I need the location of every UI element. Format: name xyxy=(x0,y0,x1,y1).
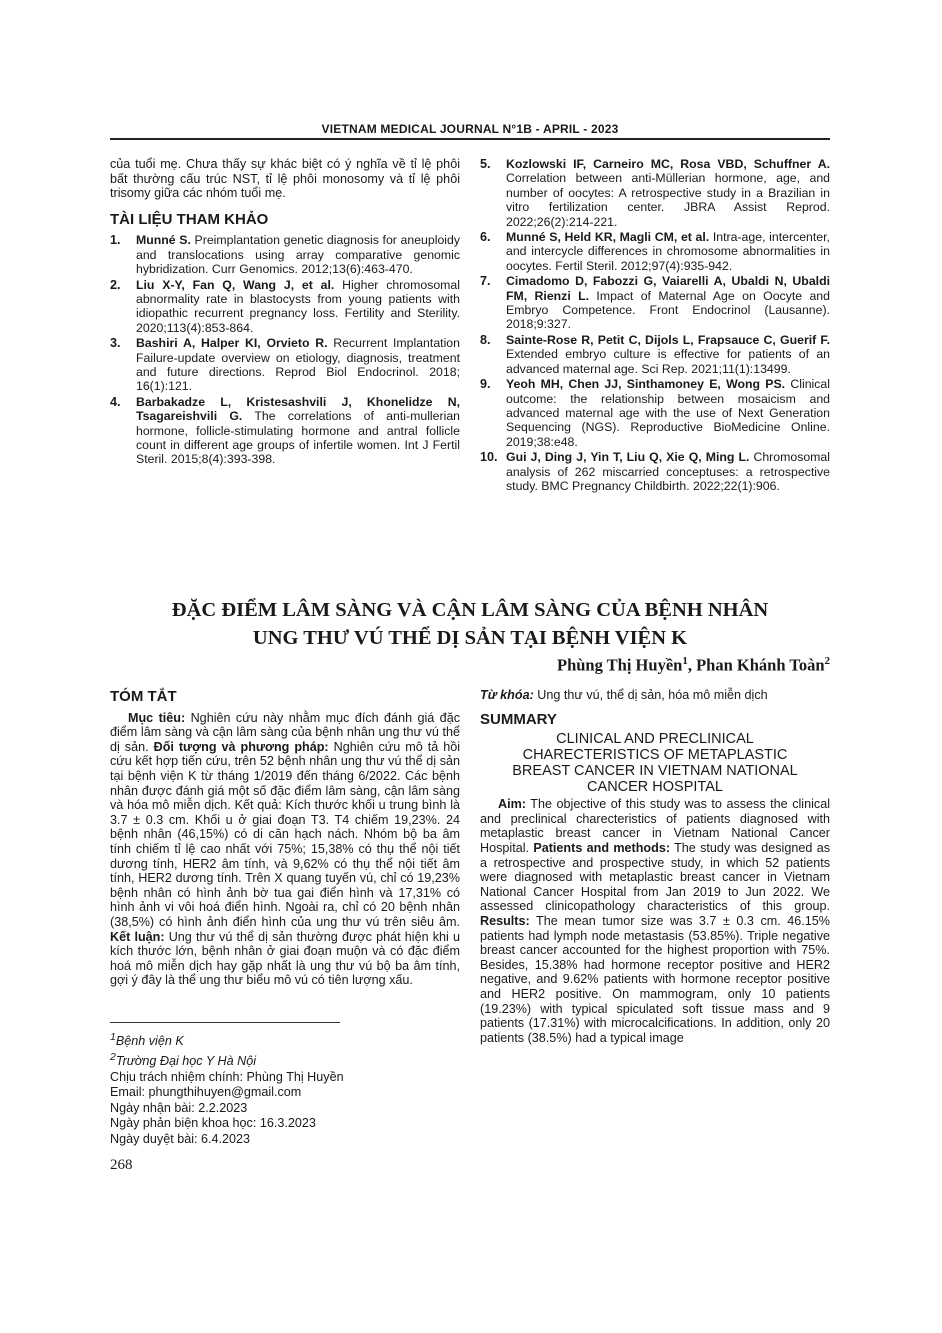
methods-label: Đối tượng và phương pháp: xyxy=(153,739,329,754)
references-list-left xyxy=(110,233,460,467)
english-title-line-4: CANCER HOSPITAL xyxy=(587,779,723,796)
reference-authors: Barbakadze L, Kristesashvili J, Khonelidze N, Tsagareishvili G. xyxy=(136,394,460,424)
reference-item xyxy=(110,233,460,276)
reference-number: 2. xyxy=(110,277,121,292)
english-title-line-3: BREAST CANCER IN VIETNAM NATIONAL xyxy=(512,763,798,780)
accepted-date: Ngày duyệt bài: 6.4.2023 xyxy=(110,1131,251,1146)
reference-text: Impact of Maternal Age on Oocyte and Embryo Competence. Front Endocrinol (Lausanne). 2018;9:327. xyxy=(506,288,830,332)
reference-body xyxy=(506,377,830,449)
reference-item xyxy=(110,395,460,467)
previous-article-conclusion: của tuổi mẹ. Chưa thấy sự khác biệt có ý nghĩa về tỉ lệ phôi bất thường cấu trúc NST, tỉ lệ phôi monosomy và tỉ lệ phôi trisomy giữa các nhóm tuổi mẹ. xyxy=(110,157,460,201)
reference-body xyxy=(136,336,460,394)
references-list-right xyxy=(480,157,830,493)
reference-body xyxy=(136,395,460,467)
reference-authors: Munné S. xyxy=(136,233,191,248)
en-methods-label: Patients and methods: xyxy=(533,840,671,855)
corresponding-author: Chịu trách nhiệm chính: Phùng Thị Huyền xyxy=(110,1069,344,1084)
aim-label: Mục tiêu: xyxy=(128,710,186,725)
author-2-affiliation: 2 xyxy=(824,655,830,667)
reference-text: Preimplantation genetic diagnosis for aneuploidy and translocations using array comparative genomic hybridization. Curr Genomics. 2012;13(6):463-470. xyxy=(136,233,461,277)
top-left-column xyxy=(110,157,460,468)
reference-item xyxy=(480,157,830,229)
english-title-line-1: CLINICAL AND PRECLINICAL xyxy=(556,731,754,748)
english-title xyxy=(480,731,830,795)
methods-text: Nghiên cứu mô tả hồi cứu kết hợp tiến cứu, trên 52 bệnh nhân ung thư vú thể dị sản tại bệnh viện K từ tháng 1/2019 đến tháng 6/2022. Các bệnh nhân được đánh giá một số đặc điểm lâm sàng, cận lâm sàng và hóa mô miễn dịch. Kết quả: Kích thước khối u trung bình là 3.7 ± 0.3 cm. Khối u ở giai đoạn T3. T4 chiếm 19,23%. 24 bệnh nhân (46,15%) có di căn hạch nách. Nhóm bộ ba âm tính chiếm tỉ lệ cao nhất với 75%; 15,38% có thụ thể nội tiết dương tính, HER2 âm tính, và 9,62% có thụ thể nội tiết âm tính, HER2 dương tính. Trên X quang tuyến vú, chỉ có 19,23% bệnh nhân có hình ảnh bờ tua gai điển hình và 17,31% có hình ảnh vi vôi hoá điển hình. Ngoài ra, chỉ có 20 bệnh nhân (38,5%) có hình ảnh điển hình của ung thư vú trên siêu âm. xyxy=(110,739,461,929)
received-date: Ngày nhận bài: 2.2.2023 xyxy=(110,1100,248,1115)
author-1-affiliation: 1 xyxy=(682,655,688,667)
reference-body xyxy=(506,333,830,376)
conclusion-text: Ung thư vú thể dị sản thường được phát hiện khi u kích thước lớn, bệnh nhân ở giai đoạn muộn và có đặc điểm hoá mô miễn dịch hay gặp nhất là ung thư vú bộ ba âm tính, gợi ý đây là thể ung thư biểu mô vú có tiên lượng xấu. xyxy=(110,929,461,988)
conclusion-label: Kết luận: xyxy=(110,929,165,944)
article-title-line-2: UNG THƯ VÚ THỂ DỊ SẢN TẠI BỆNH VIỆN K xyxy=(252,627,688,649)
reference-authors: Gui J, Ding J, Yin T, Liu Q, Xie Q, Ming L. xyxy=(506,450,750,465)
keywords-text: Ung thư vú, thể dị sản, hóa mô miễn dịch xyxy=(533,688,768,702)
reference-item xyxy=(480,230,830,273)
reference-body xyxy=(136,233,460,276)
reference-number: 1. xyxy=(110,233,121,248)
reference-body xyxy=(506,157,830,229)
reference-text: Chromosomal analysis of 262 miscarried conceptuses: a retrospective study. BMC Pregnancy Childbirth. 2022;22(1):906. xyxy=(506,450,830,493)
reference-text: Intra-age, intercenter, and intercycle differences in chromosome abnormalities in oocytes. Fertil Steril. 2012;97(4):935-942. xyxy=(506,230,830,273)
reference-text: Clinical outcome: the relationship between mosaicism and advanced maternal age with the use of Next Generation Sequencing (NGS). Reproductive BioMedicine Online. 2019;38:e48. xyxy=(506,377,830,449)
keywords-label: Từ khóa: xyxy=(480,688,534,702)
reference-authors: Cimadomo D, Fabozzi G, Vaiarelli A, Ubaldi N, Ubaldi FM, Rienzi L. xyxy=(506,274,830,303)
reference-item xyxy=(110,336,460,394)
reference-number: 3. xyxy=(110,336,121,351)
aim-text: Nghiên cứu này nhằm mục đích đánh giá đặc điểm lâm sàng và cận lâm sàng của bệnh nhân ung thư vú thể dị sản. xyxy=(110,710,460,754)
reference-text: The correlations of anti-mullerian hormone, follicle-stimulating hormone and antral follicle count in different age groups of infertile women. Int J Fertil Steril. 2015;8(4):393-398. xyxy=(136,409,460,467)
reference-number: 5. xyxy=(480,157,491,171)
reference-authors: Munné S, Held KR, Magli CM, et al. xyxy=(506,230,710,245)
review-date: Ngày phản biện khoa học: 16.3.2023 xyxy=(110,1116,316,1131)
affiliation-2: $^2$Trường Đại học Y Hà Nội xyxy=(110,1050,257,1068)
en-results-label: Results: xyxy=(480,913,530,928)
author-separator: , xyxy=(687,655,697,675)
article-title xyxy=(110,596,830,652)
page-number: 268 xyxy=(110,1157,133,1173)
reference-text: Higher chromosomal abnormality rate in blastocysts from young patients with idiopathic recurrent pregnancy loss. Fertility and Sterility. 2020;113(4):853-864. xyxy=(136,277,460,335)
reference-number: 6. xyxy=(480,230,491,245)
reference-item xyxy=(480,377,830,449)
reference-text: Extended embryo culture is effective for patients of an advanced maternal age. Sci Rep. 2021;11(1):13499. xyxy=(506,347,830,376)
reference-number: 9. xyxy=(480,377,491,392)
reference-number: 4. xyxy=(110,394,121,409)
reference-body xyxy=(506,274,830,332)
author-1: Phùng Thị Huyền xyxy=(556,655,683,675)
summary-title: SUMMARY xyxy=(480,710,557,728)
reference-authors: Sainte-Rose R, Petit C, Dijols L, Frapsauce C, Guerif F. xyxy=(506,332,830,347)
article-title-line-1: ĐẶC ĐIỂM LÂM SÀNG VÀ CẬN LÂM SÀNG CỦA BỆNH NHÂN xyxy=(171,599,769,621)
english-summary-column xyxy=(480,688,830,1045)
footnotes xyxy=(110,1030,470,1148)
reference-body xyxy=(506,230,830,273)
en-results-text: The mean tumor size was 3.7 ± 0.3 cm. 46.15% patients had lymph node metastasis (53.85%). Triple negative breast cancer accounted for the highest proportion with 75%. Besides, 15.38% had hormone receptor positive and HER2 negative, and 9.62% patients with hormone receptor positive and HER2 positive. On mammogram, only 10 patients (19.23%) with typical spiculated soft tissue mass and 9 patients (17.31%) with microcalcifications. In addition, only 20 patients (38.5%) had a typical image xyxy=(480,913,830,1045)
top-right-column xyxy=(480,157,830,494)
reference-authors: Liu X-Y, Fan Q, Wang J, et al. xyxy=(136,277,335,292)
en-methods-text: The study was designed as a retrospective and prospective study, in which 52 patients were diagnosed with metaplastic breast cancer in Vietnam National Cancer Hospital from Jan 2019 to Jun 2022. We assessed clinicopathology characteristics of this group. xyxy=(480,840,830,914)
references-title: TÀI LIỆU THAM KHẢO xyxy=(110,210,269,228)
reference-text: Recurrent Implantation Failure-update overview on etiology, diagnosis, treatment and future directions. Reprod Biol Endocrinol. 2018; 16(1):121. xyxy=(136,336,460,394)
article-authors xyxy=(557,655,830,676)
reference-item xyxy=(480,333,830,376)
reference-authors: Kozlowski IF, Carneiro MC, Rosa VBD, Schuffner A. xyxy=(506,157,830,171)
en-aim-text: The objective of this study was to assess the clinical and preclinical charecteristics of patients diagnosed with metaplastic breast cancer in Vietnam National Cancer Hospital. xyxy=(480,797,830,855)
reference-body xyxy=(506,450,830,493)
journal-header: VIETNAM MEDICAL JOURNAL N°1B - APRIL - 2023 xyxy=(321,122,619,136)
reference-authors: Bashiri A, Halper KI, Orvieto R. xyxy=(136,336,328,351)
english-title-line-2: CHARECTERISTICS OF METAPLASTIC xyxy=(522,747,788,764)
vietnamese-abstract xyxy=(110,690,460,988)
affiliation-1: $^1$Bệnh viện K xyxy=(110,1031,184,1049)
en-aim-label: Aim: xyxy=(498,797,526,812)
reference-authors: Yeoh MH, Chen JJ, Sinthamoney E, Wong PS. xyxy=(506,377,786,392)
reference-body xyxy=(136,278,460,336)
author-2: Phan Khánh Toàn xyxy=(696,655,825,675)
reference-item xyxy=(480,274,830,332)
abstract-title: TÓM TẮT xyxy=(110,688,177,705)
header-rule xyxy=(110,138,830,140)
email: Email: phungthihuyen@gmail.com xyxy=(110,1085,302,1100)
english-abstract-body xyxy=(480,797,830,1045)
abstract-body xyxy=(110,711,460,988)
reference-number: 7. xyxy=(480,274,491,289)
reference-number: 10. xyxy=(480,450,498,465)
reference-item xyxy=(480,450,830,493)
abstract-continuation xyxy=(480,688,830,703)
footnote-rule xyxy=(110,1022,340,1023)
reference-text: Correlation between anti-Müllerian hormone, age, and number of oocytes: A retrospective study in a Brazilian in vitro fertilization center. JBRA Assist Reprod. 2022;26(2):214-221. xyxy=(506,171,830,229)
reference-item xyxy=(110,278,460,336)
reference-number: 8. xyxy=(480,332,491,347)
